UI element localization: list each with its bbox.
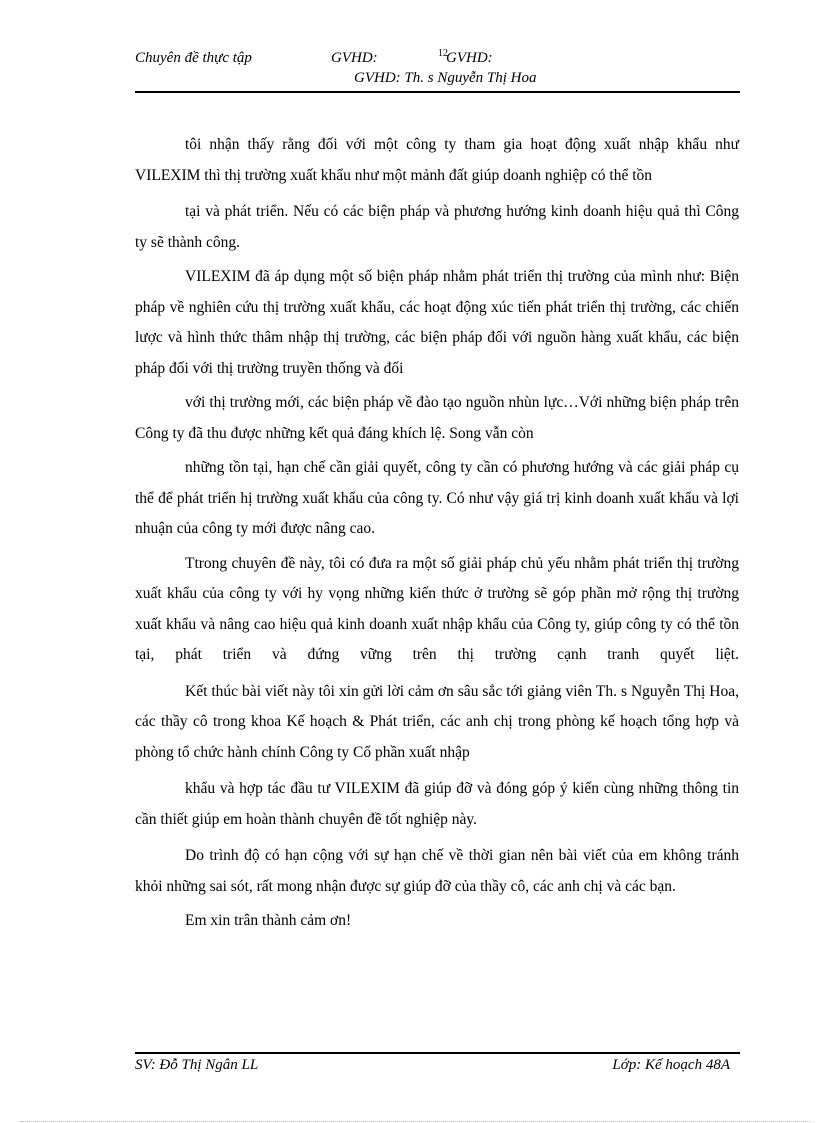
paragraph-8: khẩu và hợp tác đầu tư VILEXIM đã giúp đỡ và đóng góp ý kiến cùng những thông tin cần thiết giúp em hoàn thành chuyên đề tốt nghiệp này.	[135, 780, 739, 828]
header-page-number: 12	[438, 48, 448, 59]
header-advisor-label: GVHD:	[331, 50, 378, 66]
paragraph-3: VILEXIM đã áp dụng một số biện pháp nhằm phát triển thị trường của mình như: Biện pháp về nghiên cứu thị trường xuất khẩu, các hoạt động xúc tiến phát triển thị trường, các chiến lược và hình thức thâm nhập thị trường, các biện pháp đối với nguồn hàng xuất khẩu, các biện pháp đối với thị trường truyền thống và đối	[135, 268, 739, 377]
footer-student: SV: Đỗ Thị Ngân LL	[135, 1057, 259, 1073]
paragraph-9: Do trình độ có hạn cộng với sự hạn chế về thời gian nên bài viết của em không tránh khỏi những sai sót, rất mong nhận được sự giúp đỡ của thầy cô, các anh chị và các bạn.	[135, 847, 739, 895]
paragraph-5: những tồn tại, hạn chế cần giải quyết, công ty cần có phương hướng và các giải pháp cụ thể để phát triển hị trường xuất khẩu của công ty. Có như vậy giá trị kinh doanh xuất khẩu và lợi nhuận của công ty mới được nâng cao.	[135, 459, 739, 537]
header-subject: Chuyên đề thực tập	[135, 50, 252, 66]
document-body	[135, 130, 739, 937]
paragraph-6: Ttrong chuyên đề này, tôi có đưa ra một số giải pháp chủ yếu nhằm phát triển thị trường xuất khẩu của công ty với hy vọng những kiến thức ở trường sẽ góp phần mở rộng thị trường xuất khẩu và nâng cao hiệu quả kinh doanh xuất nhập khẩu của Công ty, giúp công ty có thể tồn tại, phát triển và đứng vững trên thị trường cạnh tranh quyết liệt.	[135, 554, 739, 663]
paragraph-1: tôi nhận thấy rằng đối với một công ty tham gia hoạt động xuất nhập khẩu như VILEXIM thì thị trường xuất khẩu như một mảnh đất giúp doanh nghiệp có thể tồn	[135, 136, 739, 184]
paragraph-2: tại và phát triển. Nếu có các biện pháp và phương hướng kinh doanh hiệu quả thì Công ty sẽ thành công.	[135, 203, 739, 251]
header-advisor-name: GVHD: Th. s Nguyễn Thị Hoa	[354, 70, 537, 86]
paragraph-7: Kết thúc bài viết này tôi xin gửi lời cảm ơn sâu sắc tới giảng viên Th. s Nguyễn Thị Hoa, các thầy cô trong khoa Kế hoạch & Phát triển, các anh chị trong phòng kế hoạch tổng hợp và phòng tổ chức hành chính Công ty Cổ phần xuất nhập	[135, 682, 739, 761]
footer-divider	[135, 1052, 740, 1054]
page-header	[135, 46, 740, 94]
header-advisor-label-overlap: GVHD:	[446, 50, 493, 66]
paragraph-4: với thị trường mới, các biện pháp về đào tạo nguồn nhùn lực…Với những biện pháp trên Công ty đã thu được những kết quả đáng khích lệ. Song vẫn còn	[135, 394, 739, 442]
paragraph-10: Em xin trân thành cảm ơn!	[185, 912, 352, 929]
page-bottom-border	[20, 1121, 810, 1122]
header-divider	[135, 91, 740, 93]
footer-class: Lớp: Kế hoạch 48A	[612, 1057, 730, 1073]
